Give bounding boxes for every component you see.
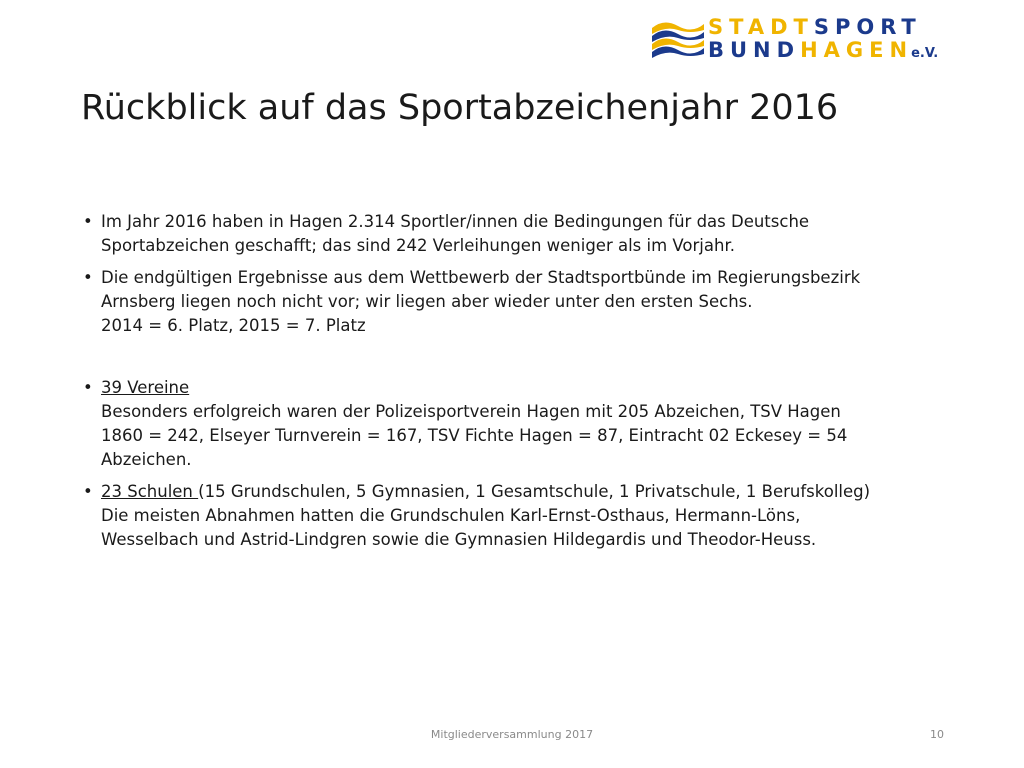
bullet-line: Wesselbach und Astrid-Lindgren sowie die Gymnasien Hildegardis und Theodor-Heuss. [101,530,817,549]
bullet-line: 1860 = 242, Elseyer Turnverein = 167, TSV Fichte Hagen = 87, Eintracht 02 Eckesey = 54 [101,426,848,445]
bullet-heading: 23 Schulen [101,482,199,501]
bullet-line: 2014 = 6. Platz, 2015 = 7. Platz [101,316,366,335]
bullet-line: • Im Jahr 2016 haben in Hagen 2.314 Sportler/innen die Bedingungen für das Deutsche [101,212,810,231]
bullet-item [81,210,961,258]
logo-word-sport: SPORT [813,15,922,39]
logo-word-hagen: HAGEN [800,38,914,62]
logo-suffix: e.V. [911,46,939,61]
bullet-line: Sportabzeichen geschafft; das sind 242 Verleihungen weniger als im Vorjahr. [101,236,735,255]
logo-word-bund: BUND [708,38,801,62]
slide-title: Rückblick auf das Sportabzeichenjahr 2016 [81,88,839,128]
logo-word-stadt: STADT [708,15,814,39]
bullet-line: Die meisten Abnahmen hatten die Grundschulen Karl-Ernst-Osthaus, Hermann-Löns, [101,506,801,525]
bullet-line: • Die endgültigen Ergebnisse aus dem Wettbewerb der Stadtsportbünde im Regierungsbezirk [101,268,861,287]
page-number: 10 [930,728,944,741]
bullet-line: Besonders erfolgreich waren der Polizeisportverein Hagen mit 205 Abzeichen, TSV Hagen [101,402,841,421]
logo-row-2 [708,39,938,65]
bullet-line: Abzeichen. [101,450,192,469]
bullet-heading-detail: (15 Grundschulen, 5 Gymnasien, 1 Gesamtschule, 1 Privatschule, 1 Berufskolleg) [198,482,871,501]
bullet-line: Arnsberg liegen noch nicht vor; wir liegen aber wieder unter den ersten Sechs. [101,292,753,311]
bullet-heading-line [101,480,961,504]
stadtsportbund-logo [650,14,939,66]
wave-emblem-icon [650,14,706,66]
bullet-item [81,266,961,338]
bullet-list [81,210,961,560]
bullet-item [81,376,961,472]
footer-text: Mitgliederversammlung 2017 [430,728,594,741]
bullet-heading: • 39 Vereine [101,378,190,397]
spacer [81,346,961,376]
bullet-item [81,480,961,552]
logo-row-1 [708,16,922,38]
